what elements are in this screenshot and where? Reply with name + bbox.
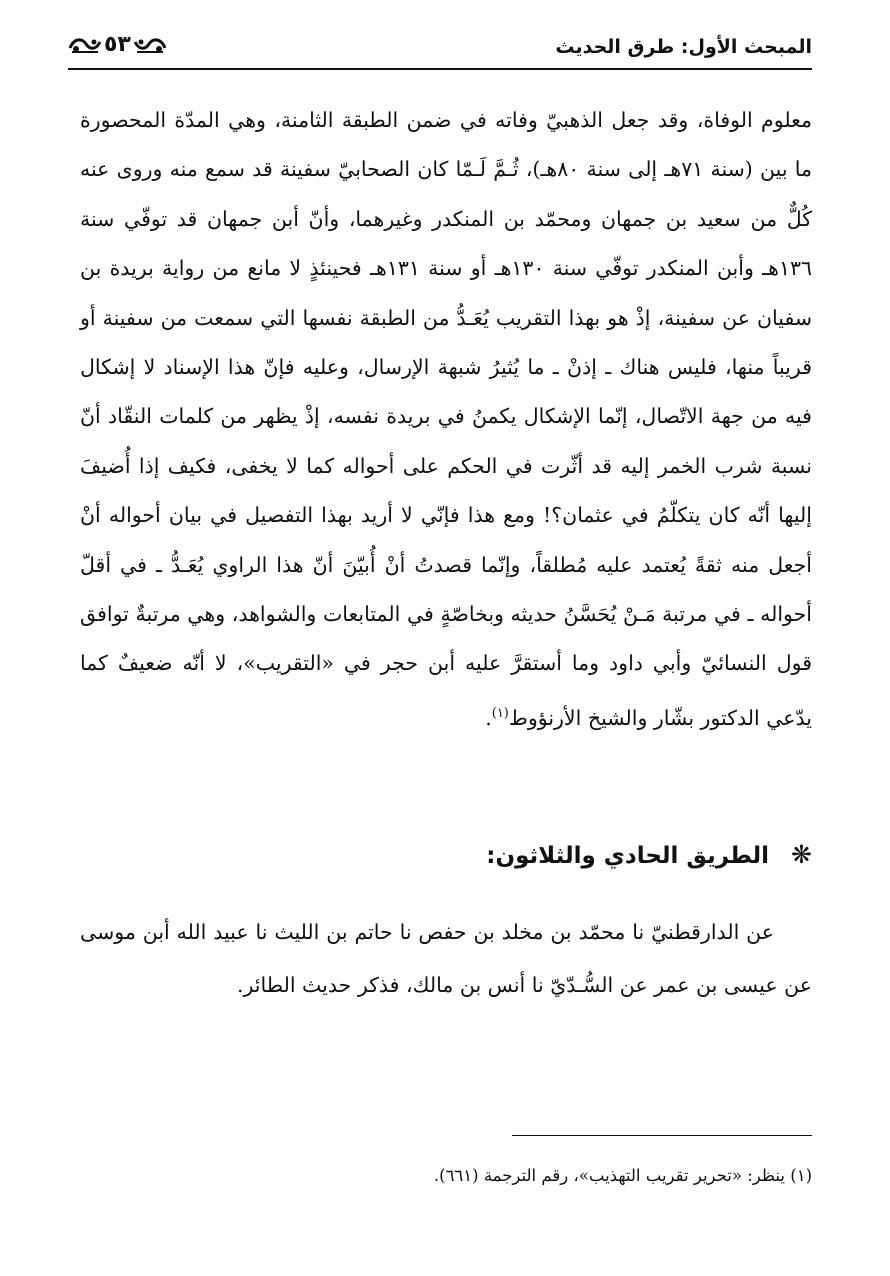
section-heading	[486, 840, 812, 869]
page-number-block	[68, 32, 167, 57]
paragraph-text-2: عن الدارقطنيّ نا محمّد بن مخلد بن حفص نا حاتم بن الليث نا عبيد الله أبن موسى عن عيسى بن عمر عن السُّـدّيّ نا أنس بن مالك، فذكر حديث الطائر.	[80, 920, 812, 997]
footnote-divider	[512, 1135, 812, 1136]
footnote-marker: (١)	[491, 705, 509, 721]
ornament-left-icon	[68, 34, 102, 56]
second-paragraph	[80, 906, 812, 1012]
paragraph-text: معلوم الوفاة، وقد جعل الذهبيّ وفاته في ضمن الطبقة الثامنة، وهي المدّة المحصورة ما بين (سنة ٧١هـ إلى سنة ٨٠هـ)، ثُـمَّ لَـمّا كان الصحابيّ سفينة قد سمع منه وروى عنه كُلٌّ من سعيد بن جمهان ومحمّد بن المنكدر وغيرهما، وأنّ أبن جمهان قد توفّي سنة ١٣٦هـ وأبن المنكدر توفّي سنة ١٣٠هـ أو سنة ١٣١هـ فحينئذٍ لا مانع من رواية بريدة بن سفيان عن سفينة، إذْ هو بهذا التقريب يُعَـدُّ من الطبقة نفسها التي سمعت من سفينة أو قريباً منها، فليس هناك ـ إذنْ ـ ما يُثيرُ شبهة الإرسال، وعليه فإنّ هذا الإسناد لا إشكال فيه من جهة الاتّصال، إنّما الإشكال يكمنُ في بريدة نفسه، إذْ يظهر من كلمات النقّاد أنّ نسبة شرب الخمر إليه قد أثّرت في الحكم على أحواله كما لا يخفى، فكيف إذا أُضيفَ إليها أنّه كان يتكلّمُ في عثمان؟! ومع هذا فإنّي لا أريد بهذا التفصيل في بيان أحواله أنْ أجعل منه ثقةً يُعتمد عليه مُطلقاً، وإنّما قصدتُ أنْ أُبيّنَ أنّ هذا الراوي يُعَـدُّ ـ في أقلّ أحواله ـ في مرتبة مَـنْ يُحَسَّنُ حديثه وبخاصّةٍ في المتابعات والشواهد، وهي مرتبةٌ توافق قول النسائيّ وأبي داود وما أستقرَّ عليه أبن حجر في «التقريب»، لا أنّه ضعيفٌ كما يدّعي الدكتور بشّار والشيخ الأرنؤوط	[80, 108, 812, 730]
footnote: (١) ينظر: «تحرير تقريب التهذيب»، رقم الترجمة (٦٦١).	[433, 1166, 812, 1185]
page-header	[68, 30, 812, 70]
page-number: ٥٣	[104, 32, 131, 57]
running-title: المبحث الأول: طرق الحديث	[555, 36, 812, 58]
paragraph-end: .	[485, 705, 492, 730]
star-bullet-icon: ❋	[791, 840, 812, 869]
section-heading-text: الطريق الحادي والثلاثون:	[486, 843, 770, 869]
ornament-right-icon	[133, 34, 167, 56]
main-paragraph	[80, 96, 812, 743]
